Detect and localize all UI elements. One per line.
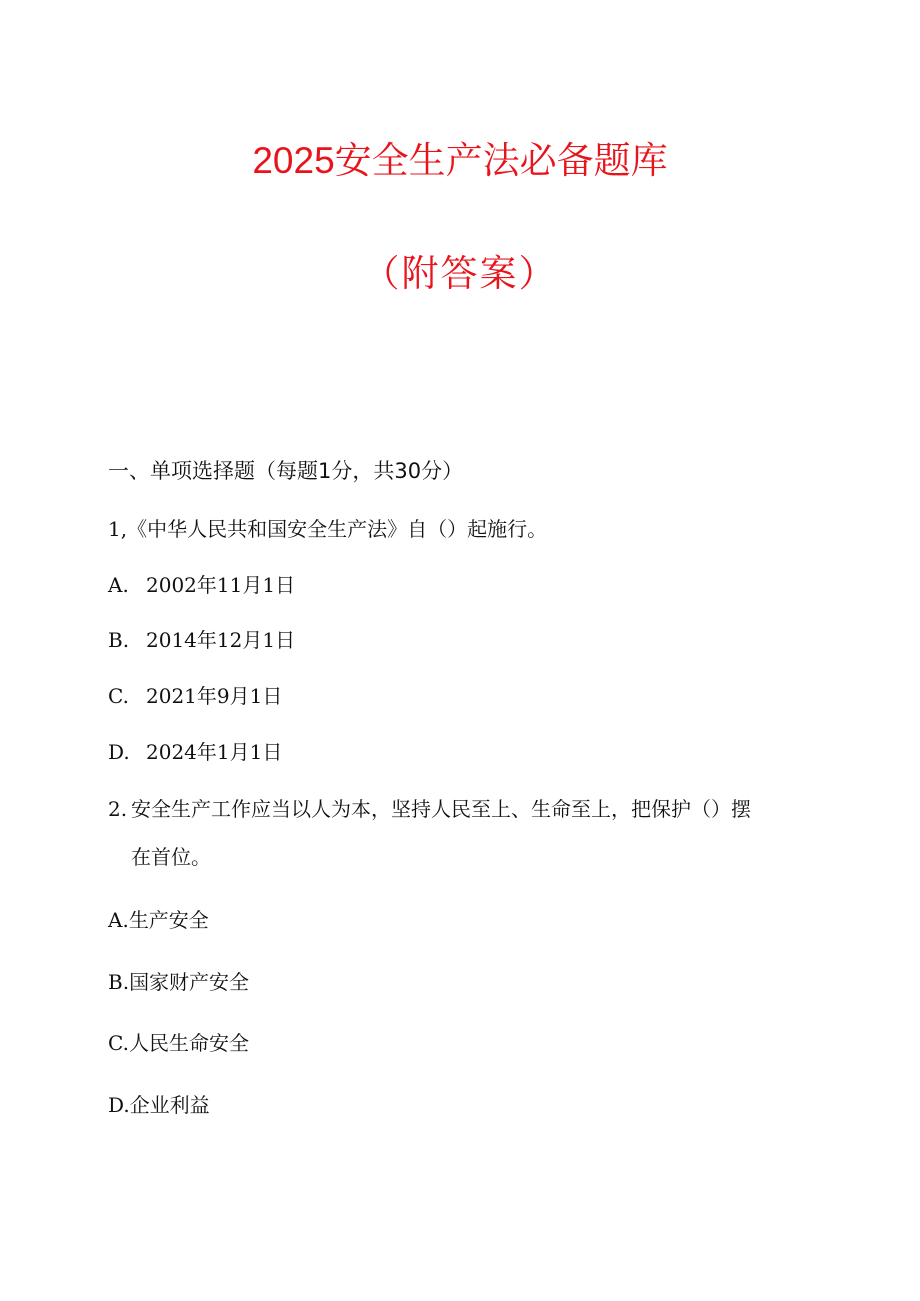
option-text: 国家财产安全 — [129, 970, 250, 994]
option-marker: B. — [108, 970, 130, 994]
option-text: 企业利益 — [129, 1093, 210, 1117]
option-marker: C. — [108, 684, 129, 708]
option-c — [108, 686, 282, 706]
option-b — [108, 972, 249, 992]
option-text: 人民生命安全 — [128, 1031, 249, 1055]
option-c — [108, 1033, 249, 1053]
section-heading: 一、单项选择题（每题1分，共30分） — [108, 459, 464, 483]
question-text: 《中华人民共和国安全生产法》自（）起施行。 — [127, 517, 548, 541]
option-text: 2014年12月1日 — [146, 628, 296, 652]
document-title: 2025安全生产法必备题库 — [252, 140, 668, 181]
option-marker: C. — [108, 1031, 129, 1055]
question-text-line2: 在首位。 — [131, 845, 211, 869]
option-a — [108, 575, 295, 595]
question-text-line1: 安全生产工作应当以人为本，坚持人民至上、生命至上，把保护（）摆 — [131, 797, 751, 821]
option-marker: B. — [108, 628, 130, 652]
option-marker: A. — [108, 573, 129, 597]
option-text: 2021年9月1日 — [146, 684, 283, 708]
option-d — [108, 1095, 210, 1115]
option-text: 生产安全 — [128, 908, 209, 932]
option-b — [108, 630, 295, 650]
document-subtitle: （附答案） — [362, 253, 558, 294]
option-d — [108, 742, 282, 762]
option-marker: A. — [108, 908, 129, 932]
question-number: 2. — [108, 797, 128, 821]
question-number: 1, — [108, 517, 128, 541]
option-text: 2002年11月1日 — [146, 573, 296, 597]
question-1 — [108, 519, 547, 539]
question-2 — [108, 799, 751, 819]
option-marker: D. — [108, 740, 130, 764]
option-text: 2024年1月1日 — [146, 740, 283, 764]
option-a — [108, 910, 209, 930]
option-marker: D. — [108, 1093, 130, 1117]
